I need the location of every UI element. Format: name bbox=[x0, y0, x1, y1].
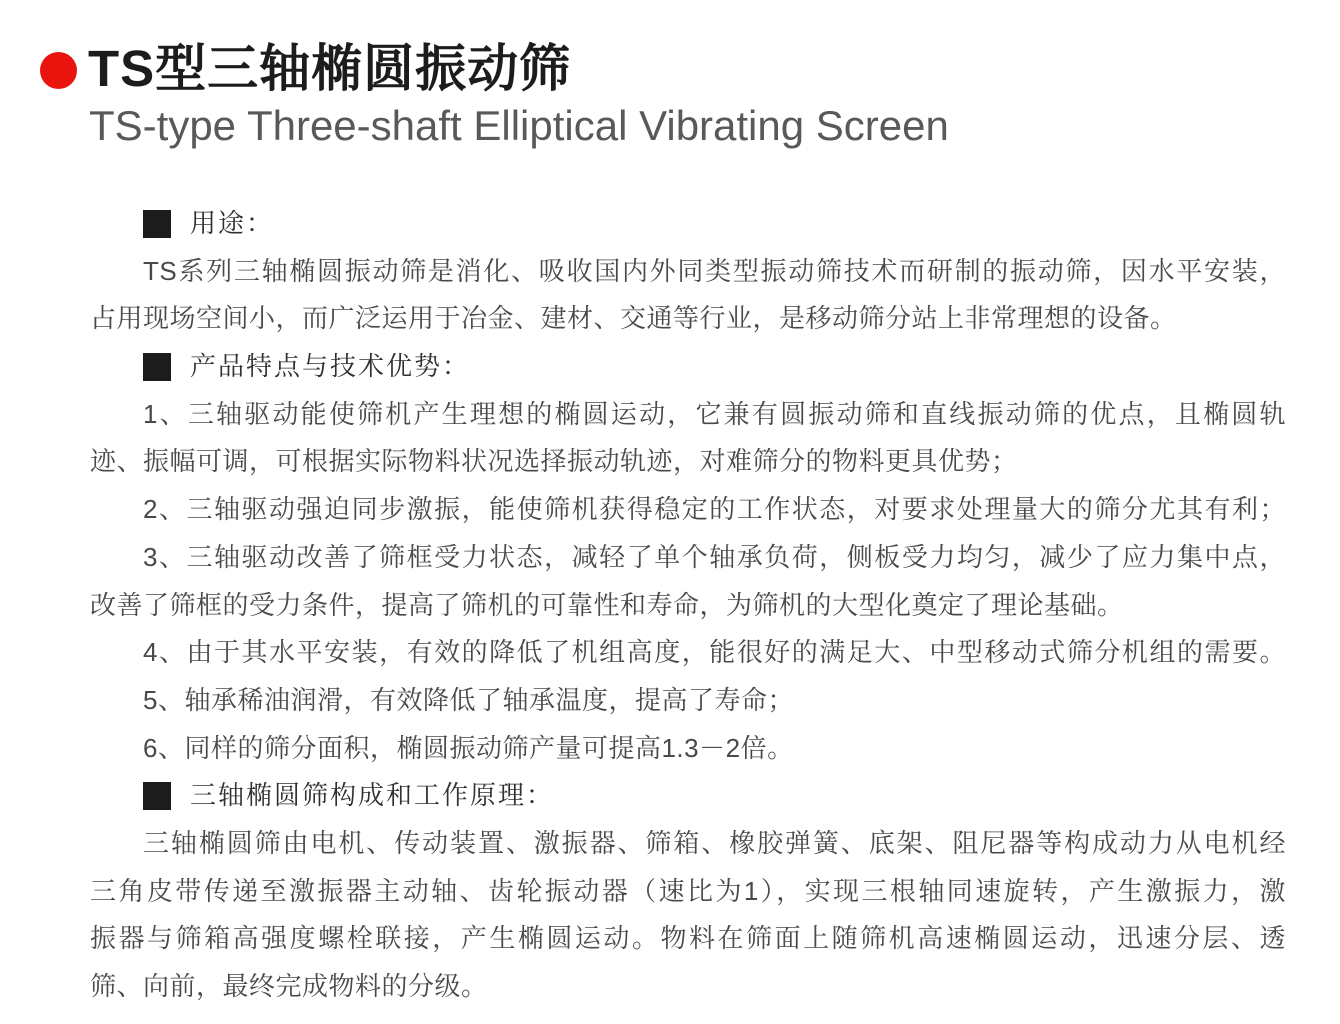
text-line: 3、三轴驱动改善了筛框受力状态，减轻了单个轴承负荷，侧板受力均匀，减少了应力集中点， bbox=[143, 541, 1286, 572]
text-line: 振器与筛箱高强度螺栓联接，产生椭圆运动。物料在筛面上随筛机高速椭圆运动，迅速分层、透 bbox=[90, 923, 1286, 954]
black-square-icon bbox=[143, 353, 171, 381]
text-line: 改善了筛框的受力条件，提高了筛机的可靠性和寿命，为筛机的大型化奠定了理论基础。 bbox=[90, 589, 1124, 620]
text-line: 6、同样的筛分面积，椭圆振动筛产量可提高1.3－2倍。 bbox=[143, 732, 794, 763]
page-title: TS型三轴椭圆振动筛 bbox=[88, 40, 572, 97]
section-heading-usage bbox=[90, 200, 1286, 248]
text-line: 筛、向前，最终完成物料的分级。 bbox=[90, 971, 488, 1001]
text-line: 三轴椭圆筛由电机、传动装置、激振器、筛箱、橡胶弹簧、底架、阻尼器等构成动力从电机经 bbox=[143, 827, 1286, 858]
text-line: 2、三轴驱动强迫同步激振，能使筛机获得稳定的工作状态，对要求处理量大的筛分尤其有利； bbox=[143, 494, 1286, 525]
black-square-icon bbox=[143, 782, 171, 810]
text-line: 占用现场空间小，而广泛运用于冶金、建材、交通等行业，是移动筛分站上非常理想的设备。 bbox=[90, 303, 1177, 334]
text-line: 迹、振幅可调，可根据实际物料状况选择振动轨迹，对难筛分的物料更具优势； bbox=[90, 446, 1018, 477]
page-subtitle: TS-type Three-shaft Elliptical Vibrating Screen bbox=[89, 102, 949, 149]
text-line: 1、三轴驱动能使筛机产生理想的椭圆运动，它兼有圆振动筛和直线振动筛的优点，且椭圆轨 bbox=[143, 398, 1286, 429]
text-line: 三角皮带传递至激振器主动轴、齿轮振动器（速比为1），实现三根轴同速旋转，产生激振力，激 bbox=[90, 875, 1286, 906]
black-square-icon bbox=[143, 210, 171, 238]
section-heading-label: 产品特点与技术优势： bbox=[190, 351, 471, 382]
red-bullet-icon bbox=[40, 52, 77, 89]
section-heading-features bbox=[90, 343, 1286, 391]
text-line: 5、轴承稀油润滑，有效降低了轴承温度，提高了寿命； bbox=[143, 684, 794, 715]
text-line: 4、由于其水平安装，有效的降低了机组高度，能很好的满足大、中型移动式筛分机组的需要。 bbox=[143, 637, 1286, 668]
document-body bbox=[90, 200, 1286, 1011]
text-line: TS系列三轴椭圆振动筛是消化、吸收国内外同类型振动筛技术而研制的振动筛，因水平安装， bbox=[143, 255, 1286, 286]
section-heading-principle bbox=[90, 772, 1286, 820]
section-heading-label: 三轴椭圆筛构成和工作原理： bbox=[190, 780, 555, 811]
section-heading-label: 用途： bbox=[190, 208, 275, 238]
